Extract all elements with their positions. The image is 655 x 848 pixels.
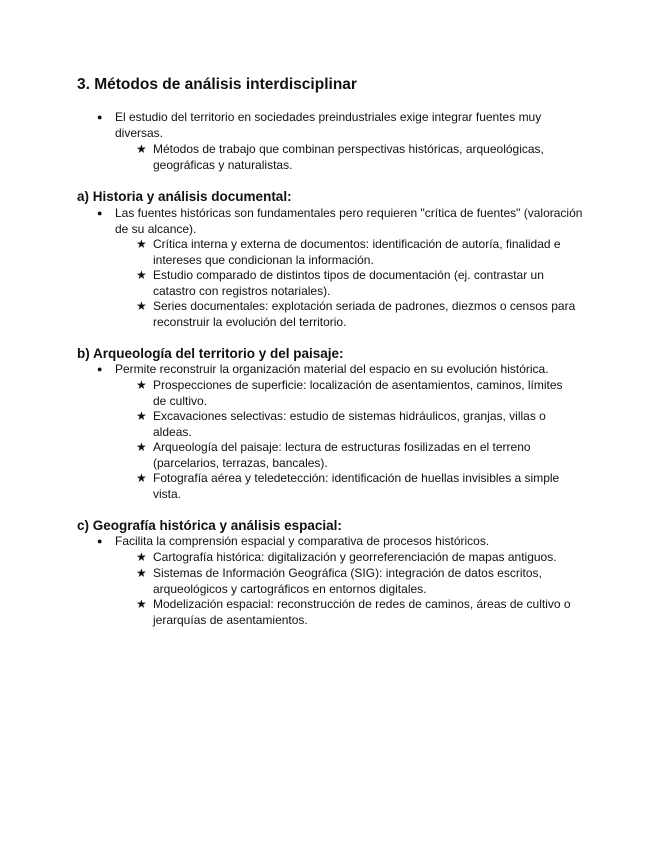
sub-list-item bbox=[136, 378, 576, 409]
bullet-icon: ● bbox=[97, 112, 103, 122]
bullet-text: El estudio del territorio en sociedades preindustriales exige integrar fuentes muy diversas. bbox=[115, 110, 542, 140]
sub-list-item bbox=[136, 237, 576, 268]
sub-bullet-text: Series documentales: explotación seriada de padrones, diezmos o censos para reconstruir la evolución del territorio. bbox=[153, 299, 576, 329]
sub-list-item bbox=[136, 299, 576, 330]
sub-bullet-text: Excavaciones selectivas: estudio de sistemas hidráulicos, granjas, villas o aldeas. bbox=[153, 409, 546, 439]
sub-bullet-text: Fotografía aérea y teledetección: identificación de huellas invisibles a simple vista. bbox=[153, 471, 560, 501]
sub-bullet-text: Crítica interna y externa de documentos: identificación de autoría, finalidad e intereses que condicionan la información. bbox=[153, 237, 561, 267]
list-item bbox=[97, 110, 587, 141]
bullet-icon: ● bbox=[97, 536, 103, 546]
sub-list-item bbox=[136, 142, 576, 173]
sub-bullet-text: Modelización espacial: reconstrucción de redes de caminos, áreas de cultivo o jerarquías de asentamientos. bbox=[153, 597, 571, 627]
star-icon: ★ bbox=[136, 409, 147, 423]
sub-bullet-text: Sistemas de Información Geográfica (SIG): integración de datos escritos, arqueológicos y cartográficos en entornos digitales. bbox=[153, 566, 542, 596]
sub-list-item bbox=[136, 597, 576, 628]
star-icon: ★ bbox=[136, 597, 147, 611]
sub-bullet-text: Métodos de trabajo que combinan perspectivas históricas, arqueológicas, geográficas y naturalistas. bbox=[153, 142, 544, 172]
sub-bullet-text: Prospecciones de superficie: localización de asentamientos, caminos, límites de cultivo. bbox=[153, 378, 563, 408]
star-icon: ★ bbox=[136, 142, 147, 156]
sub-bullet-text: Arqueología del paisaje: lectura de estructuras fosilizadas en el terreno (parcelarios, terrazas, bancales). bbox=[153, 440, 531, 470]
section-heading: a) Historia y análisis documental: bbox=[77, 189, 292, 204]
page-title: 3. Métodos de análisis interdisciplinar bbox=[77, 76, 357, 93]
sub-list-item bbox=[136, 471, 576, 502]
star-icon: ★ bbox=[136, 268, 147, 282]
sub-bullet-text: Estudio comparado de distintos tipos de documentación (ej. contrastar un catastro con registros notariales). bbox=[153, 268, 544, 298]
sub-list-item bbox=[136, 566, 576, 597]
sub-bullet-text: Cartografía histórica: digitalización y georreferenciación de mapas antiguos. bbox=[153, 550, 557, 564]
bullet-text: Las fuentes históricas son fundamentales pero requieren "crítica de fuentes" (valoración de su alcance). bbox=[115, 206, 583, 236]
list-item bbox=[97, 534, 587, 550]
sub-list-item bbox=[136, 409, 576, 440]
list-item bbox=[97, 206, 587, 237]
star-icon: ★ bbox=[136, 471, 147, 485]
bullet-text: Facilita la comprensión espacial y comparativa de procesos históricos. bbox=[115, 534, 490, 548]
list-item bbox=[97, 362, 587, 378]
star-icon: ★ bbox=[136, 550, 147, 564]
star-icon: ★ bbox=[136, 299, 147, 313]
bullet-icon: ● bbox=[97, 364, 103, 374]
bullet-icon: ● bbox=[97, 208, 103, 218]
sub-list-item bbox=[136, 550, 576, 566]
star-icon: ★ bbox=[136, 440, 147, 454]
star-icon: ★ bbox=[136, 378, 147, 392]
sub-list-item bbox=[136, 268, 576, 299]
sub-list-item bbox=[136, 440, 576, 471]
section-heading: c) Geografía histórica y análisis espacial: bbox=[77, 518, 342, 533]
bullet-text: Permite reconstruir la organización material del espacio en su evolución histórica. bbox=[115, 362, 549, 376]
star-icon: ★ bbox=[136, 237, 147, 251]
star-icon: ★ bbox=[136, 566, 147, 580]
section-heading: b) Arqueología del territorio y del paisaje: bbox=[77, 346, 344, 361]
